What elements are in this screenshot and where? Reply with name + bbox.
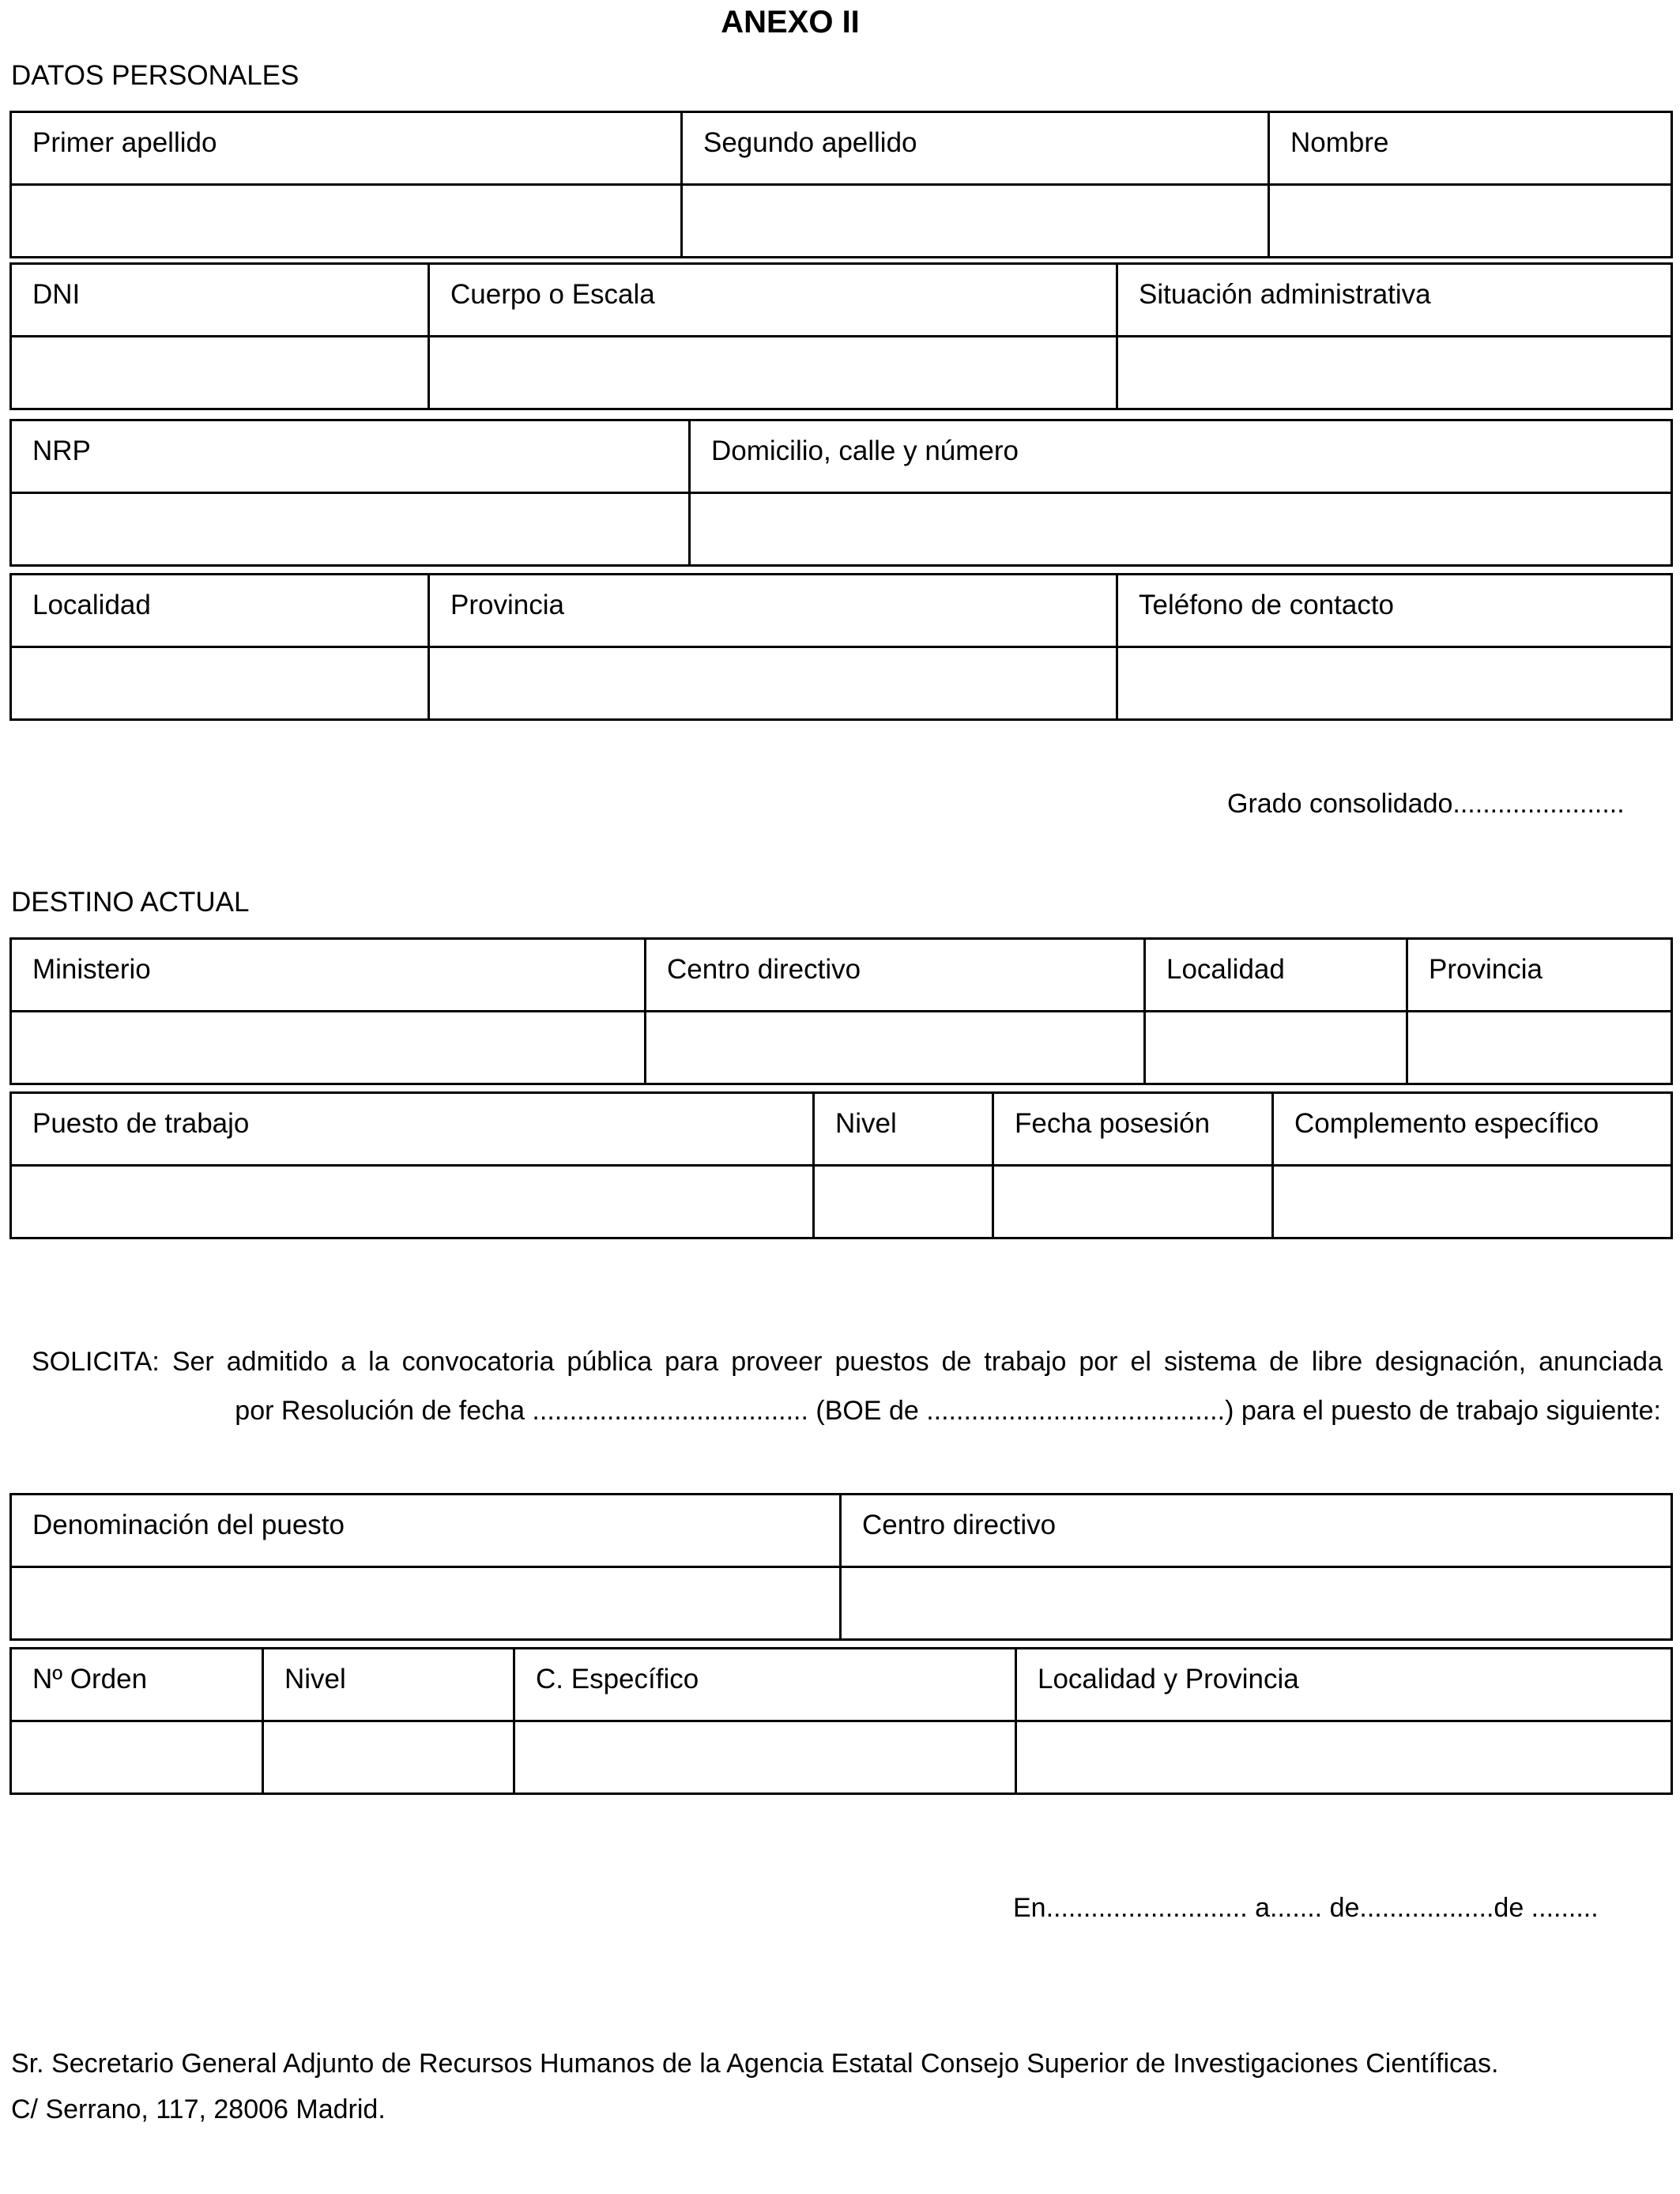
field-label: Puesto de trabajo (11, 1093, 814, 1166)
solicita-line-2: por Resolución de fecha ..................................... (BOE de ........................................) para el puesto de trabajo siguiente: (235, 1396, 1661, 1426)
destinatario-line-1: Sr. Secretario General Adjunto de Recursos Humanos de la Agencia Estatal Consejo Superior de Investigaciones Científicas. (11, 2049, 1499, 2079)
field-label: Denominación del puesto (11, 1495, 841, 1567)
table-row (11, 1721, 1672, 1794)
table-row (11, 112, 1672, 185)
page-title: ANEXO II (721, 5, 860, 40)
field-label: Situación administrativa (1117, 264, 1672, 337)
situacion-administrativa-field[interactable] (1117, 337, 1672, 409)
nombre-field[interactable] (1269, 185, 1672, 258)
table-row (11, 1166, 1672, 1238)
field-label: Cuerpo o Escala (429, 264, 1117, 337)
domicilio-field[interactable] (690, 493, 1672, 566)
field-label: Localidad (1145, 939, 1407, 1012)
provincia-field[interactable] (429, 647, 1117, 720)
datos-personales-table-4 (9, 573, 1673, 721)
field-label: Nivel (814, 1093, 993, 1166)
field-label: NRP (11, 420, 690, 493)
field-label: Domicilio, calle y número (690, 420, 1672, 493)
field-label: Nivel (263, 1649, 514, 1721)
field-label: Centro directivo (646, 939, 1145, 1012)
destino-actual-table-2 (9, 1091, 1673, 1239)
nrp-field[interactable] (11, 493, 690, 566)
nivel-field[interactable] (814, 1166, 993, 1238)
field-label: Teléfono de contacto (1117, 575, 1672, 647)
section-heading-datos-personales: DATOS PERSONALES (11, 60, 299, 91)
localidad-field[interactable] (11, 647, 429, 720)
table-row (11, 493, 1672, 566)
table-row (11, 420, 1672, 493)
segundo-apellido-field[interactable] (682, 185, 1269, 258)
table-row (11, 1495, 1672, 1567)
destinatario-line-2: C/ Serrano, 117, 28006 Madrid. (11, 2094, 386, 2124)
localidad-provincia-field[interactable] (1016, 1721, 1672, 1794)
field-label: Primer apellido (11, 112, 682, 185)
table-row (11, 337, 1672, 409)
numero-orden-field[interactable] (11, 1721, 263, 1794)
field-label: Provincia (429, 575, 1117, 647)
puesto-centro-directivo-field[interactable] (841, 1567, 1672, 1640)
c-especifico-field[interactable] (514, 1721, 1016, 1794)
puesto-solicitado-table-1 (9, 1493, 1673, 1641)
puesto-trabajo-field[interactable] (11, 1166, 814, 1238)
field-label: Nombre (1269, 112, 1672, 185)
destino-actual-table-1 (9, 937, 1673, 1085)
datos-personales-table-2 (9, 262, 1673, 410)
field-label: Fecha posesión (993, 1093, 1273, 1166)
datos-personales-table-1 (9, 111, 1673, 258)
centro-directivo-field[interactable] (646, 1012, 1145, 1084)
table-row (11, 939, 1672, 1012)
fecha-lugar-line: En........................... a....... de..................de ......... (1013, 1893, 1599, 1923)
ministerio-field[interactable] (11, 1012, 646, 1084)
table-row (11, 1567, 1672, 1640)
field-label: Complemento específico (1273, 1093, 1672, 1166)
field-label: Ministerio (11, 939, 646, 1012)
field-label: Provincia (1407, 939, 1672, 1012)
field-label: Nº Orden (11, 1649, 263, 1721)
destino-localidad-field[interactable] (1145, 1012, 1407, 1084)
denominacion-puesto-field[interactable] (11, 1567, 841, 1640)
telefono-field[interactable] (1117, 647, 1672, 720)
field-label: Segundo apellido (682, 112, 1269, 185)
section-heading-destino-actual: DESTINO ACTUAL (11, 887, 250, 918)
table-row (11, 1093, 1672, 1166)
datos-personales-table-3 (9, 419, 1673, 567)
complemento-especifico-field[interactable] (1273, 1166, 1672, 1238)
cuerpo-escala-field[interactable] (429, 337, 1117, 409)
table-row (11, 185, 1672, 258)
field-label: Localidad y Provincia (1016, 1649, 1672, 1721)
field-label: C. Específico (514, 1649, 1016, 1721)
field-label: Centro directivo (841, 1495, 1672, 1567)
field-label: Localidad (11, 575, 429, 647)
field-label: DNI (11, 264, 429, 337)
table-row (11, 1012, 1672, 1084)
dni-field[interactable] (11, 337, 429, 409)
grado-consolidado: Grado consolidado....................... (1227, 789, 1625, 819)
table-row (11, 264, 1672, 337)
fecha-posesion-field[interactable] (993, 1166, 1273, 1238)
puesto-solicitado-table-2 (9, 1647, 1673, 1795)
table-row (11, 1649, 1672, 1721)
puesto-nivel-field[interactable] (263, 1721, 514, 1794)
solicita-line-1: SOLICITA: Ser admitido a la convocatoria pública para proveer puestos de trabajo por el sistema de libre designación, anunciada (32, 1347, 1663, 1377)
table-row (11, 647, 1672, 720)
destino-provincia-field[interactable] (1407, 1012, 1672, 1084)
table-row (11, 575, 1672, 647)
primer-apellido-field[interactable] (11, 185, 682, 258)
